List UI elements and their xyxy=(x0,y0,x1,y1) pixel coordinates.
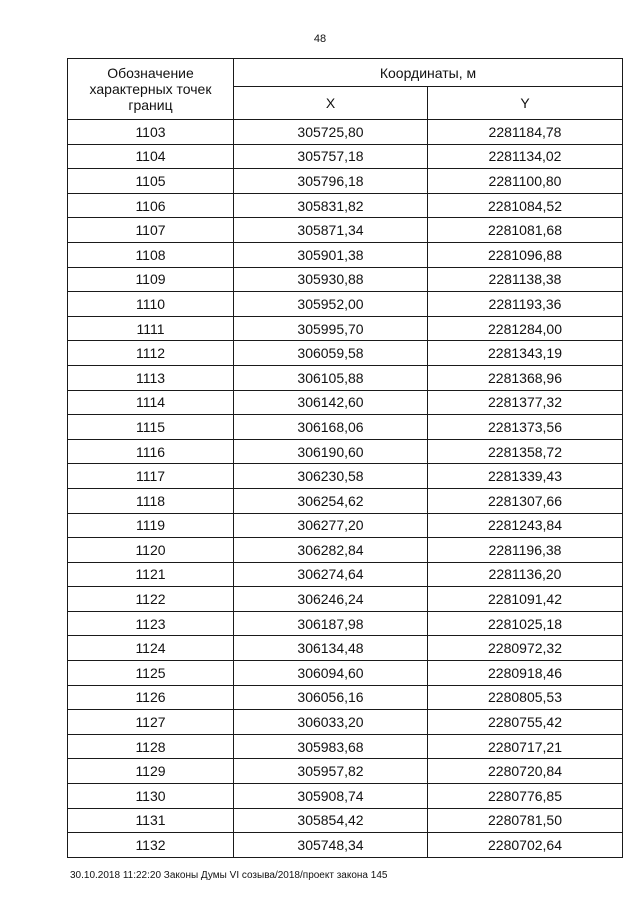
x-coordinate-cell: 306134,48 xyxy=(234,636,428,661)
point-id-cell: 1124 xyxy=(68,636,234,661)
x-coordinate-cell: 306105,88 xyxy=(234,365,428,390)
y-coordinate-cell: 2280918,46 xyxy=(428,661,623,686)
y-coordinate-cell: 2280776,85 xyxy=(428,784,623,809)
point-id-cell: 1131 xyxy=(68,808,234,833)
x-coordinate-cell: 306274,64 xyxy=(234,562,428,587)
table-row xyxy=(68,218,623,243)
y-coordinate-cell: 2280972,32 xyxy=(428,636,623,661)
table-row xyxy=(68,808,623,833)
point-id-cell: 1105 xyxy=(68,169,234,194)
table-row xyxy=(68,415,623,440)
point-id-cell: 1132 xyxy=(68,833,234,858)
y-coordinate-cell: 2281339,43 xyxy=(428,464,623,489)
point-id-cell: 1122 xyxy=(68,587,234,612)
x-coordinate-cell: 305831,82 xyxy=(234,193,428,218)
table-row xyxy=(68,685,623,710)
point-id-cell: 1123 xyxy=(68,611,234,636)
y-coordinate-cell: 2281096,88 xyxy=(428,242,623,267)
table-row xyxy=(68,120,623,145)
point-id-cell: 1113 xyxy=(68,365,234,390)
table-row xyxy=(68,784,623,809)
y-coordinate-cell: 2280805,53 xyxy=(428,685,623,710)
x-coordinate-cell: 305952,00 xyxy=(234,292,428,317)
table-row xyxy=(68,292,623,317)
header-point-designation: Обозначение характерных точек границ xyxy=(68,59,234,120)
x-coordinate-cell: 306282,84 xyxy=(234,538,428,563)
x-coordinate-cell: 306246,24 xyxy=(234,587,428,612)
x-coordinate-cell: 306254,62 xyxy=(234,488,428,513)
table-header xyxy=(68,59,623,120)
table-row xyxy=(68,341,623,366)
table-row xyxy=(68,464,623,489)
point-id-cell: 1114 xyxy=(68,390,234,415)
x-coordinate-cell: 305725,80 xyxy=(234,120,428,145)
point-id-cell: 1108 xyxy=(68,242,234,267)
x-coordinate-cell: 306190,60 xyxy=(234,439,428,464)
point-id-cell: 1129 xyxy=(68,759,234,784)
point-id-cell: 1109 xyxy=(68,267,234,292)
x-coordinate-cell: 305983,68 xyxy=(234,734,428,759)
table-row xyxy=(68,710,623,735)
y-coordinate-cell: 2281196,38 xyxy=(428,538,623,563)
header-y: Y xyxy=(428,87,623,120)
table-row xyxy=(68,439,623,464)
y-coordinate-cell: 2280720,84 xyxy=(428,759,623,784)
x-coordinate-cell: 306094,60 xyxy=(234,661,428,686)
point-id-cell: 1125 xyxy=(68,661,234,686)
point-id-cell: 1116 xyxy=(68,439,234,464)
y-coordinate-cell: 2280702,64 xyxy=(428,833,623,858)
point-id-cell: 1107 xyxy=(68,218,234,243)
x-coordinate-cell: 306187,98 xyxy=(234,611,428,636)
y-coordinate-cell: 2280755,42 xyxy=(428,710,623,735)
coordinates-table xyxy=(67,58,623,858)
x-coordinate-cell: 306277,20 xyxy=(234,513,428,538)
y-coordinate-cell: 2281368,96 xyxy=(428,365,623,390)
x-coordinate-cell: 305854,42 xyxy=(234,808,428,833)
table-row xyxy=(68,488,623,513)
point-id-cell: 1110 xyxy=(68,292,234,317)
point-id-cell: 1106 xyxy=(68,193,234,218)
x-coordinate-cell: 306168,06 xyxy=(234,415,428,440)
point-id-cell: 1112 xyxy=(68,341,234,366)
table-row xyxy=(68,242,623,267)
x-coordinate-cell: 305757,18 xyxy=(234,144,428,169)
page-number: 48 xyxy=(313,33,327,45)
x-coordinate-cell: 306033,20 xyxy=(234,710,428,735)
point-id-cell: 1118 xyxy=(68,488,234,513)
table-row xyxy=(68,734,623,759)
x-coordinate-cell: 306059,58 xyxy=(234,341,428,366)
y-coordinate-cell: 2281084,52 xyxy=(428,193,623,218)
y-coordinate-cell: 2281134,02 xyxy=(428,144,623,169)
y-coordinate-cell: 2281081,68 xyxy=(428,218,623,243)
table-row xyxy=(68,759,623,784)
y-coordinate-cell: 2281091,42 xyxy=(428,587,623,612)
y-coordinate-cell: 2281343,19 xyxy=(428,341,623,366)
y-coordinate-cell: 2280717,21 xyxy=(428,734,623,759)
point-id-cell: 1126 xyxy=(68,685,234,710)
x-coordinate-cell: 305901,38 xyxy=(234,242,428,267)
x-coordinate-cell: 306056,16 xyxy=(234,685,428,710)
y-coordinate-cell: 2281025,18 xyxy=(428,611,623,636)
point-id-cell: 1104 xyxy=(68,144,234,169)
table-body xyxy=(68,120,623,858)
table-row xyxy=(68,365,623,390)
table-row xyxy=(68,661,623,686)
y-coordinate-cell: 2281243,84 xyxy=(428,513,623,538)
table-row xyxy=(68,587,623,612)
x-coordinate-cell: 306230,58 xyxy=(234,464,428,489)
table-row xyxy=(68,144,623,169)
y-coordinate-cell: 2281373,56 xyxy=(428,415,623,440)
table-row xyxy=(68,169,623,194)
x-coordinate-cell: 305930,88 xyxy=(234,267,428,292)
x-coordinate-cell: 305995,70 xyxy=(234,316,428,341)
point-id-cell: 1127 xyxy=(68,710,234,735)
table-row xyxy=(68,316,623,341)
header-coordinates: Координаты, м xyxy=(234,59,623,87)
x-coordinate-cell: 305957,82 xyxy=(234,759,428,784)
y-coordinate-cell: 2281284,00 xyxy=(428,316,623,341)
table-row xyxy=(68,193,623,218)
point-id-cell: 1117 xyxy=(68,464,234,489)
table-row xyxy=(68,390,623,415)
y-coordinate-cell: 2281138,38 xyxy=(428,267,623,292)
point-id-cell: 1128 xyxy=(68,734,234,759)
footer-stamp: 30.10.2018 11:22:20 Законы Думы VI созыва/2018/проект закона 145 xyxy=(70,870,388,881)
x-coordinate-cell: 305748,34 xyxy=(234,833,428,858)
table-row xyxy=(68,636,623,661)
table-row xyxy=(68,267,623,292)
y-coordinate-cell: 2281193,36 xyxy=(428,292,623,317)
y-coordinate-cell: 2281184,78 xyxy=(428,120,623,145)
y-coordinate-cell: 2281307,66 xyxy=(428,488,623,513)
point-id-cell: 1103 xyxy=(68,120,234,145)
x-coordinate-cell: 305796,18 xyxy=(234,169,428,194)
x-coordinate-cell: 306142,60 xyxy=(234,390,428,415)
y-coordinate-cell: 2281136,20 xyxy=(428,562,623,587)
header-x: X xyxy=(234,87,428,120)
y-coordinate-cell: 2281100,80 xyxy=(428,169,623,194)
point-id-cell: 1115 xyxy=(68,415,234,440)
table-row xyxy=(68,538,623,563)
x-coordinate-cell: 305871,34 xyxy=(234,218,428,243)
table-row xyxy=(68,513,623,538)
point-id-cell: 1111 xyxy=(68,316,234,341)
table-row xyxy=(68,562,623,587)
table-row xyxy=(68,833,623,858)
y-coordinate-cell: 2281358,72 xyxy=(428,439,623,464)
point-id-cell: 1120 xyxy=(68,538,234,563)
y-coordinate-cell: 2280781,50 xyxy=(428,808,623,833)
point-id-cell: 1119 xyxy=(68,513,234,538)
y-coordinate-cell: 2281377,32 xyxy=(428,390,623,415)
table-row xyxy=(68,611,623,636)
x-coordinate-cell: 305908,74 xyxy=(234,784,428,809)
header-row-top xyxy=(68,59,623,87)
point-id-cell: 1130 xyxy=(68,784,234,809)
point-id-cell: 1121 xyxy=(68,562,234,587)
